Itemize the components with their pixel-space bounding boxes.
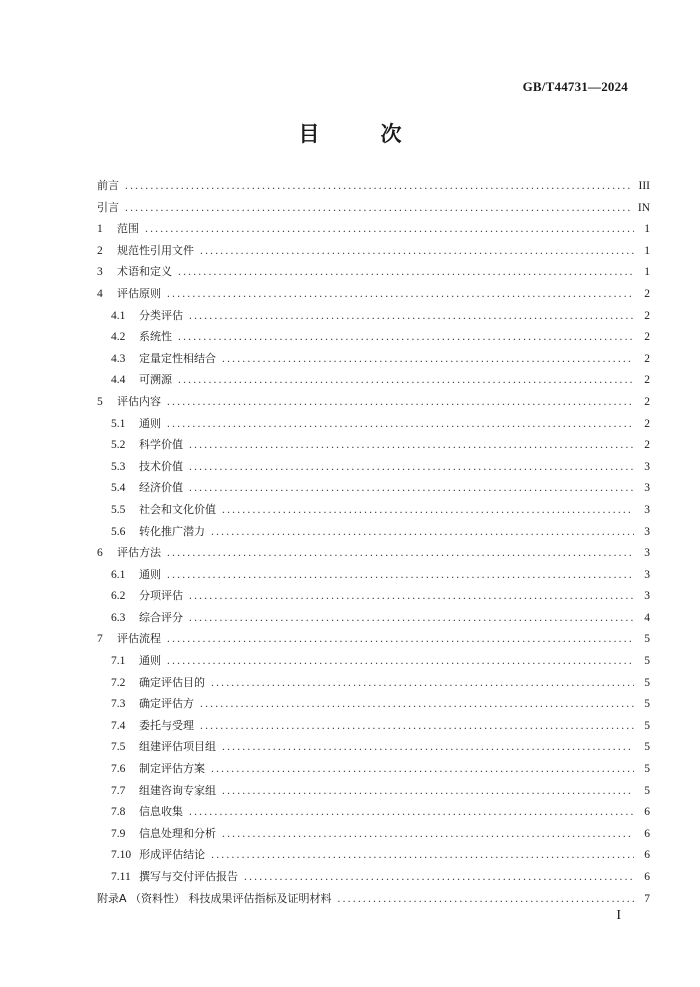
toc-entry-number: 7.6 [111,763,126,776]
toc-entry-label: 术语和定义 [117,265,172,279]
toc-entry-number: 4.2 [111,331,126,344]
toc-entry[interactable] [97,350,650,372]
toc-entry-page: 5 [644,719,650,732]
toc-entry[interactable] [97,782,650,804]
toc-entry-label: 组建咨询专家组 [139,783,216,797]
toc-entry[interactable] [97,587,650,609]
toc-entry-label: 通则 [139,416,161,430]
dot-leader [167,655,634,667]
dot-leader [338,893,634,905]
toc-entry-label: 经济价值 [139,481,183,495]
toc-entry-number: 5.1 [111,417,126,430]
toc-entry-label: 评估方法 [117,546,161,560]
toc-entry[interactable] [97,674,650,696]
dot-leader [178,374,634,386]
toc-entry-label: 通则 [139,567,161,581]
toc-entry[interactable] [97,393,650,415]
dot-leader [167,418,634,430]
dot-leader [222,504,634,516]
dot-leader [178,331,634,343]
toc-entry-page: 3 [644,590,650,603]
toc-entry-label: 社会和文化价值 [139,502,216,516]
toc-entry-label: 委托与受理 [139,718,194,732]
toc-entry[interactable] [97,717,650,739]
toc-entry-page: 6 [644,827,650,840]
toc-entry-page: IN [637,201,650,214]
toc-entry-page: 2 [644,309,650,322]
toc-entry[interactable] [97,652,650,674]
toc-entry-label: 技术价值 [139,459,183,473]
toc-entry-label: 可溯源 [139,373,172,387]
toc-entry[interactable] [97,523,650,545]
dot-leader [167,288,634,300]
toc-entry-label: 评估内容 [117,394,161,408]
dot-leader [189,482,634,494]
toc-entry[interactable] [97,458,650,480]
toc-entry-page: 2 [644,331,650,344]
toc-entry-page: 2 [644,374,650,387]
dot-leader [211,526,634,538]
dot-leader [222,828,634,840]
page-number: I [616,908,621,923]
toc-entry-page: III [638,180,650,192]
toc-entry-label: 分类评估 [139,308,183,322]
dot-leader [167,569,634,581]
toc-entry-label: 综合评分 [139,610,183,624]
toc-entry-number: 7.8 [111,806,126,819]
toc-entry-page: 3 [644,503,650,516]
toc-entry-page: 2 [644,352,650,365]
toc-entry-label: 系统性 [139,330,172,344]
toc-entry-label: 通则 [139,654,161,668]
dot-leader [244,871,634,883]
toc-entry-number: 7.10 [111,849,132,862]
toc-entry-number: 5 [97,395,103,408]
toc-entry-page: 3 [644,547,650,560]
toc-entry[interactable] [97,307,650,329]
toc-entry[interactable] [97,263,650,285]
toc-entry-number: 7.5 [111,741,126,754]
toc-entry-page: 2 [644,287,650,300]
toc-entry-number: 2 [97,244,103,257]
dot-leader [125,202,632,214]
toc-entry[interactable] [97,328,650,350]
toc-entry-page: 5 [644,676,650,689]
toc-entry-page: 2 [644,417,650,430]
toc-entry-number: 5.4 [111,482,126,495]
toc-entry-number: 5.5 [111,503,126,516]
dot-leader [189,590,634,602]
toc-entry[interactable] [97,868,650,890]
dot-leader [189,310,634,322]
toc-entry-page: 1 [644,223,650,236]
toc-entry-label: 组建评估项目组 [139,740,216,754]
toc-entry-page: 5 [644,655,650,668]
toc-entry-page: 2 [644,395,650,408]
toc-entry-page: 1 [644,244,650,257]
toc-entry[interactable] [97,220,650,242]
toc-entry-number: 6.1 [111,568,126,581]
dot-leader [167,396,634,408]
toc-entry-page: 3 [644,482,650,495]
toc-entry-label: 制定评估方案 [139,762,205,776]
toc-entry-label: 引言 [97,200,119,214]
toc-entry[interactable] [97,501,650,523]
toc-entry-number: 7.7 [111,784,126,797]
toc-entry-label: 信息收集 [139,805,183,819]
toc-entry-number: 4 [97,287,103,300]
toc-entry-label: 前言 [97,179,119,192]
toc-entry[interactable] [97,544,650,566]
toc-entry[interactable] [97,803,650,825]
toc-entry-page: 5 [644,633,650,646]
toc-entry-number: 7.3 [111,698,126,711]
toc-entry-page: 3 [644,525,650,538]
toc-entry-page: 5 [644,741,650,754]
toc-entry-number: 4.1 [111,309,126,322]
toc-entry[interactable] [97,415,650,437]
toc-entry-page: 5 [644,784,650,797]
toc-entry[interactable] [97,738,650,760]
dot-leader [222,353,634,365]
dot-leader [189,612,634,624]
toc-entry-label: 评估原则 [117,286,161,300]
toc-entry-label: 转化推广潜力 [139,524,205,538]
dot-leader [167,547,634,559]
toc-entry[interactable] [97,371,650,393]
toc-entry-number: 5.6 [111,525,126,538]
toc-entry-page: 3 [644,460,650,473]
dot-leader [145,223,634,235]
toc-entry[interactable] [97,760,650,782]
toc-entry-label: 分项评估 [139,589,183,603]
dot-leader [222,785,634,797]
dot-leader [167,633,634,645]
toc-entry-label: 科学价值 [139,438,183,452]
toc-entry-number: 4.4 [111,374,126,387]
dot-leader [178,266,634,278]
dot-leader [211,849,634,861]
toc-entry-label: 附录A （资料性） 科技成果评估指标及证明材料 [97,891,332,905]
toc-entry[interactable] [97,242,650,264]
toc-entry-number: 6 [97,547,103,560]
toc-entry-label: 规范性引用文件 [117,243,194,257]
toc-entry-number: 5.2 [111,439,126,452]
toc-entry[interactable] [97,479,650,501]
toc-entry[interactable] [97,695,650,717]
toc-entry-number: 7.4 [111,719,126,732]
toc-entry-number: 7.2 [111,676,126,689]
toc-entry-number: 5.3 [111,460,126,473]
toc-entry-page: 6 [644,806,650,819]
toc-entry-label: 撰写与交付评估报告 [139,870,238,883]
toc-entry[interactable] [97,609,650,631]
toc-entry-number: 1 [97,223,103,236]
toc-entry-number: 4.3 [111,352,126,365]
toc-entry[interactable] [97,846,650,868]
table-of-contents [97,177,650,911]
toc-entry-number: 7.11 [111,871,131,883]
toc-entry[interactable] [97,825,650,847]
toc-entry-page: 4 [644,611,650,624]
dot-leader [189,461,634,473]
dot-leader [200,720,634,732]
toc-entry-label: 确定评估目的 [139,675,205,689]
toc-entry-label: 形成评估结论 [139,848,206,862]
toc-entry-number: 7.1 [111,655,126,668]
toc-entry-number: 6.3 [111,611,126,624]
toc-entry-page: 6 [644,849,650,862]
toc-entry[interactable] [97,177,650,199]
toc-entry-label: 确定评估方 [139,697,194,711]
toc-entry[interactable] [97,890,650,912]
toc-entry[interactable] [97,436,650,458]
toc-entry-number: 6.2 [111,590,126,603]
dot-leader [125,180,633,192]
toc-entry-page: 3 [644,568,650,581]
toc-entry[interactable] [97,566,650,588]
dot-leader [211,677,634,689]
dot-leader [211,763,634,775]
standard-code: GB/T44731—2024 [522,79,628,94]
toc-entry-page: 1 [644,266,650,279]
dot-leader [200,698,634,710]
page-title: 目 次 [298,122,422,146]
toc-entry[interactable] [97,199,650,221]
toc-entry-label: 定量定性相结合 [139,351,216,365]
toc-entry-page: 5 [644,698,650,711]
toc-entry-label: 范围 [117,222,139,236]
toc-entry-page: 6 [644,871,650,883]
dot-leader [222,741,634,753]
dot-leader [189,439,634,451]
toc-entry-number: 7 [97,633,103,646]
dot-leader [200,245,634,257]
toc-entry[interactable] [97,630,650,652]
toc-entry-page: 7 [644,892,650,905]
dot-leader [189,806,634,818]
toc-entry-number: 7.9 [111,827,126,840]
toc-entry-label: 评估流程 [117,632,161,646]
toc-entry-page: 5 [644,763,650,776]
toc-entry-label: 信息处理和分析 [139,826,216,840]
toc-entry[interactable] [97,285,650,307]
toc-entry-page: 2 [644,439,650,452]
toc-entry-number: 3 [97,266,103,279]
